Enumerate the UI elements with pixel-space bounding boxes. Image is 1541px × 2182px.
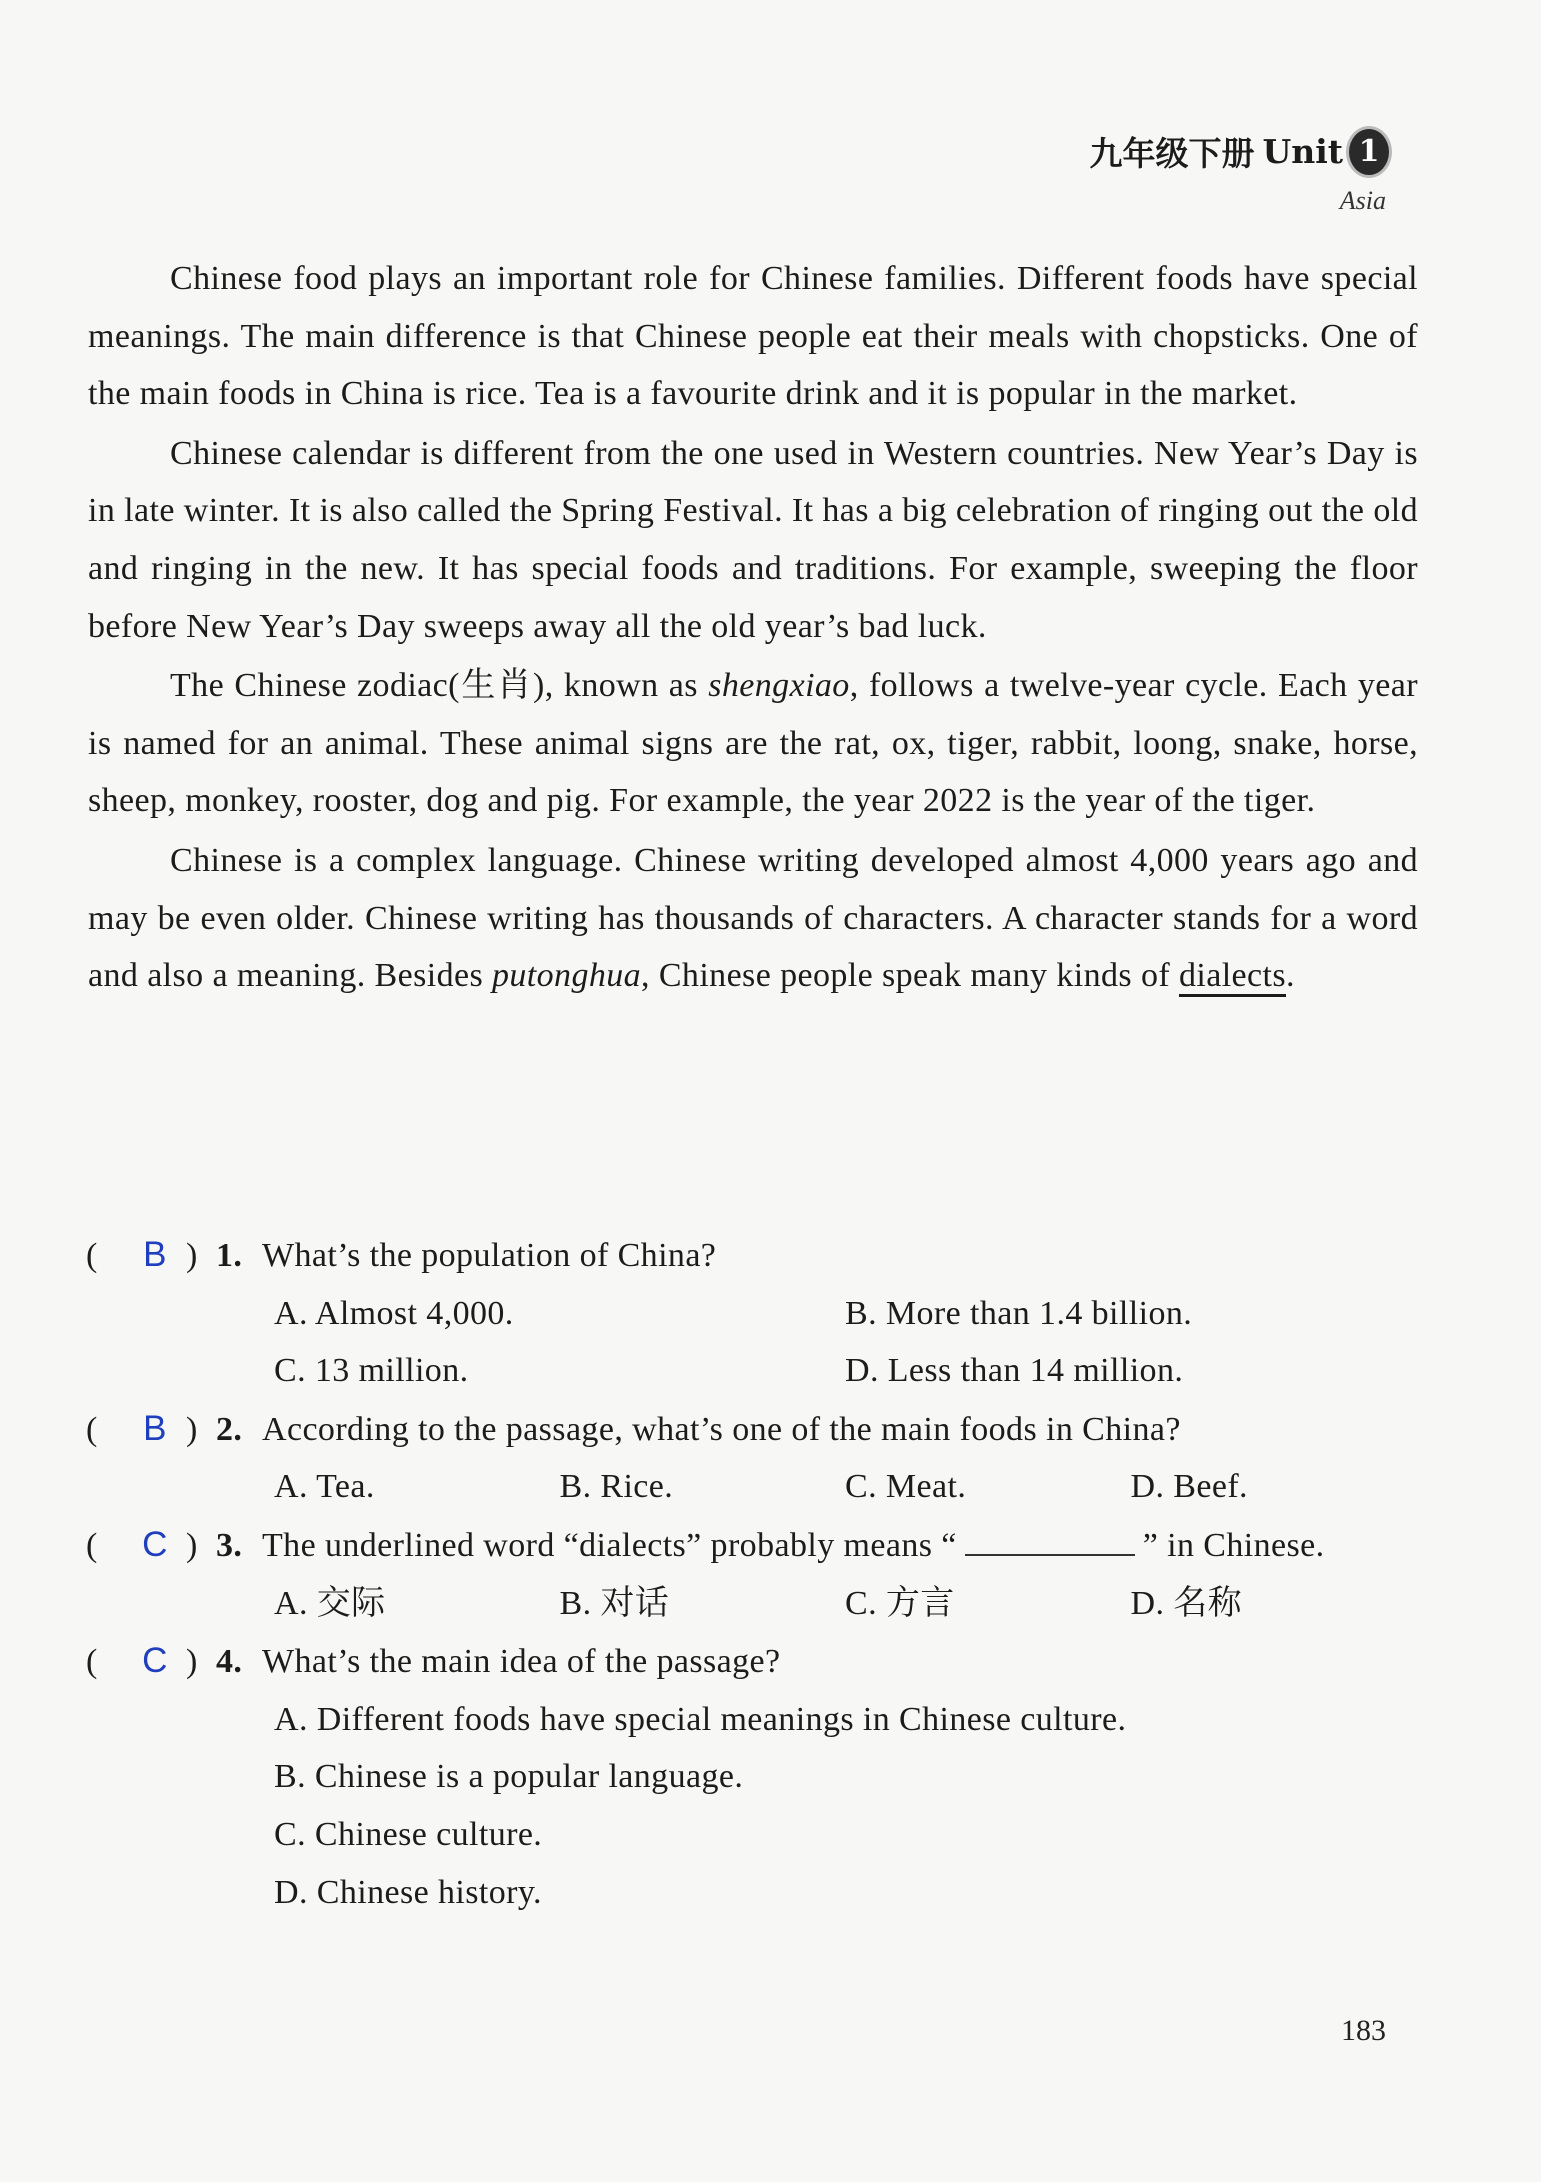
options-3: [274, 1575, 1416, 1633]
question-text-before: The underlined word “dialects” probably means “: [262, 1526, 957, 1564]
p4-italic-term: putonghua: [492, 957, 642, 995]
question-2: [86, 1400, 1416, 1459]
p3-text-after: , follows a twelve-year cycle. Each year is named for an animal. These animal signs are the rat, ox, tiger, rabbit, loong, snake, horse, sheep, monkey, rooster, dog and pig. For example, the year 2022 is the year of the tiger.: [88, 667, 1418, 820]
p3-italic-term: shengxiao: [708, 667, 850, 705]
option[interactable]: D. Beef.: [1130, 1468, 1248, 1506]
question-text: What’s the main idea of the passage?: [262, 1643, 781, 1681]
option[interactable]: A. 交际: [274, 1584, 386, 1622]
options-4: [274, 1691, 1416, 1921]
reading-passage: [88, 250, 1418, 1005]
open-paren: (: [86, 1237, 98, 1274]
option[interactable]: A. Almost 4,000.: [274, 1294, 514, 1332]
unit-number-badge: 1: [1349, 129, 1389, 175]
option[interactable]: B. 对话: [559, 1584, 670, 1622]
page-header: [1089, 128, 1389, 175]
options-2: [274, 1458, 1416, 1516]
question-number: 4.: [216, 1643, 243, 1681]
p3-text-before: The Chinese zodiac(生肖), known as: [170, 667, 709, 705]
answer-blank[interactable]: B: [143, 1235, 167, 1274]
option[interactable]: A. Different foods have special meanings in Chinese culture.: [274, 1700, 1127, 1738]
grade-label: 九年级下册: [1089, 134, 1255, 173]
option[interactable]: C. 13 million.: [274, 1352, 469, 1390]
option[interactable]: D. Less than 14 million.: [845, 1352, 1184, 1390]
unit-subtitle: Asia: [1339, 186, 1386, 215]
passage-paragraph: Chinese food plays an important role for Chinese families. Different foods have special meanings. The main difference is that Chinese people eat their meals with chopsticks. One of the main foods in China is rice. Tea is a favourite drink and it is popular in the market.: [88, 260, 1418, 413]
question-number: 2.: [216, 1410, 243, 1448]
passage-paragraph: [88, 657, 1418, 830]
open-paren: (: [86, 1643, 98, 1681]
close-paren: ): [186, 1643, 198, 1681]
question-text: [262, 1517, 1416, 1575]
answer-blank[interactable]: C: [142, 1641, 168, 1681]
option[interactable]: A. Tea.: [274, 1468, 375, 1506]
answer-blank[interactable]: C: [142, 1524, 168, 1564]
option[interactable]: B. More than 1.4 billion.: [845, 1294, 1193, 1332]
option[interactable]: C. Meat.: [845, 1468, 967, 1506]
question-number: 3.: [216, 1526, 243, 1564]
close-paren: ): [186, 1526, 198, 1564]
answer-blank[interactable]: B: [143, 1408, 167, 1448]
page-number: 183: [1341, 2014, 1386, 2047]
question-text: What’s the population of China?: [262, 1237, 717, 1274]
passage-paragraph: [88, 832, 1418, 1005]
close-paren: ): [186, 1410, 198, 1448]
option[interactable]: B. Rice.: [559, 1468, 674, 1506]
options-1: [274, 1285, 1416, 1400]
close-paren: ): [186, 1237, 198, 1274]
open-paren: (: [86, 1410, 98, 1448]
option[interactable]: C. 方言: [845, 1584, 955, 1622]
passage-paragraph: Chinese calendar is different from the one used in Western countries. New Year’s Day is in late winter. It is also called the Spring Festival. It has a big celebration of ringing out the old and ringing in the new. It has special foods and traditions. For example, sweeping the floor before New Year’s Day sweeps away all the old year’s bad luck.: [88, 434, 1418, 645]
unit-word: Unit: [1262, 132, 1343, 171]
p4-text-before: Chinese is a complex language. Chinese writing developed almost 4,000 years ago and may be even older. Chinese writing has thousands of characters. A character stands for a word and also a meaning. Besides: [88, 841, 1418, 995]
question-list: [86, 1226, 1416, 1921]
option[interactable]: B. Chinese is a popular language.: [274, 1758, 744, 1796]
question-1: [86, 1226, 1416, 1285]
option[interactable]: C. Chinese culture.: [274, 1815, 543, 1853]
question-number: 1.: [216, 1237, 243, 1274]
fill-blank[interactable]: [965, 1524, 1135, 1556]
option[interactable]: D. 名称: [1130, 1584, 1243, 1622]
question-4: [86, 1632, 1416, 1691]
option[interactable]: D. Chinese history.: [274, 1873, 542, 1911]
open-paren: (: [86, 1526, 98, 1564]
p4-text-after: .: [1286, 957, 1295, 995]
p4-text-middle: , Chinese people speak many kinds of: [641, 957, 1179, 995]
underlined-word: dialects: [1178, 957, 1287, 995]
question-3: [86, 1516, 1416, 1575]
question-text: According to the passage, what’s one of the main foods in China?: [262, 1410, 1181, 1448]
question-text-after: ” in Chinese.: [1142, 1526, 1325, 1564]
